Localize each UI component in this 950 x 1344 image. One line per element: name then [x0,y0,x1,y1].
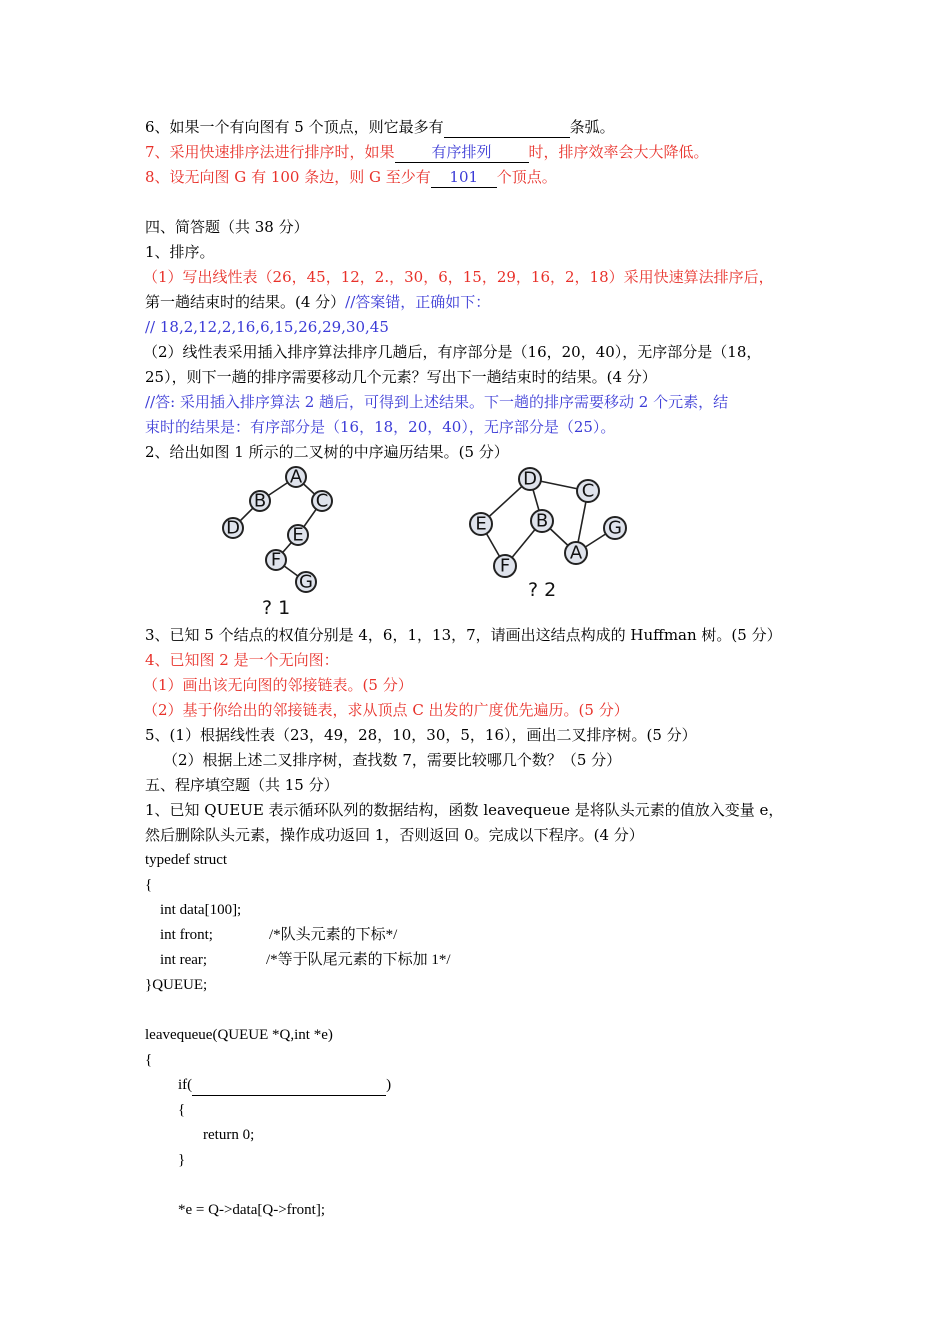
question-7-tail: 时，排序效率会大大降低。 [528,143,709,161]
tree-node-d [223,518,243,539]
tree-node-a [286,467,306,488]
graph-node-b [531,510,553,532]
code-line: leavequeue(QUEUE *Q,int *e) [145,1027,333,1043]
question-7-text: 7、采用快速排序法进行排序时，如果 [145,143,395,161]
code-line: { [145,1052,153,1068]
s4-q5-part1: 5、(1）根据线性表（23，49，28，10，30，5，16），画出二叉排序树。(5 分） [145,726,697,744]
s4-q1-part2-answer-cont: 束时的结果是：有序部分是（16，18，20，40），无序部分是（25）。 [145,418,616,436]
graph-node-e [470,513,492,535]
s4-q3: 3、已知 5 个结点的权值分别是 4，6，1，13，7，请画出这结点构成的 Huffman 树。(5 分） [145,626,782,644]
question-6-text: 6、如果一个有向图有 5 个顶点，则它最多有 [145,118,444,136]
code-line: } [178,1152,186,1168]
code-if-open: if( [178,1077,193,1093]
s4-q1-part1-cont [145,292,490,312]
svg-text:E: E [475,513,487,535]
question-6-tail: 条弧。 [569,118,615,136]
s4-q4-part2: （2）基于你给出的邻接链表，求从顶点 C 出发的广度优先遍历。(5 分） [143,701,629,719]
code-line: int rear; [160,952,208,968]
section-5-heading: 五、程序填空题（共 15 分） [145,776,339,794]
svg-text:A: A [289,466,303,488]
svg-text:G: G [608,517,622,539]
svg-text:F: F [499,555,511,577]
answer-blank [444,117,570,138]
tree-node-g [296,572,316,593]
code-line-if [178,1075,391,1096]
question-6 [145,117,615,138]
figure-1-caption: ? 1 [262,597,291,619]
svg-text:G: G [299,571,313,593]
s4-q1-part1-tail: 第一趟结束时的结果。(4 分） [145,293,346,311]
graph-node-g [604,517,626,539]
svg-text:D: D [523,468,537,490]
svg-text:D: D [226,517,240,539]
tree-node-f [266,550,286,571]
svg-text:A: A [569,542,583,564]
s4-q2: 2、给出如图 1 所示的二叉树的中序遍历结果。(5 分） [145,443,509,461]
tree-node-c [312,491,332,512]
graph-node-c [577,480,599,502]
svg-text:C: C [315,490,329,512]
s4-q5-part2: （2）根据上述二叉排序树，查找数 7，需要比较哪几个数？（5 分） [163,751,622,769]
code-line: *e = Q->data[Q->front]; [178,1202,325,1218]
code-line: { [178,1102,186,1118]
code-line: }QUEUE; [145,977,208,993]
code-line: return 0; [203,1127,255,1143]
code-line: typedef struct [145,852,228,868]
s5-q1-line1: 1、已知 QUEUE 表示循环队列的数据结构，函数 leavequeue 是将队头元素的值放入变量 e， [145,801,784,819]
s4-q1-part1: （1）写出线性表（26，45，12，2.，30，6，15，29，16，2，18）采用快速算法排序后， [143,268,774,286]
tree-node-b [250,491,270,512]
tree-node-e [288,525,308,546]
code-line: int front; [160,927,213,943]
svg-text:B: B [253,490,267,512]
question-7 [145,142,709,163]
question-8-tail: 个顶点。 [496,168,557,186]
s4-q1-title: 1、排序。 [145,243,215,261]
s4-q1-part2: （2）线性表采用插入排序算法排序几趟后，有序部分是（16，20，40），无序部分是（18， [143,343,762,361]
figure-2-caption: ? 2 [528,579,557,601]
code-comment: /*等于队尾元素的下标加 1*/ [266,952,451,968]
s4-q1-part2-answer: //答: 采用插入排序算法 2 趟后，可得到上述结果。下一趟的排序需要移动 2 个元素，结 [145,393,729,411]
s4-q4-title: 4、已知图 2 是一个无向图： [145,651,339,669]
code-line: int data[100]; [160,902,242,918]
s5-q1-line2: 然后删除队头元素，操作成功返回 1，否则返回 0。完成以下程序。(4 分） [145,826,644,844]
graph-node-d [519,468,541,490]
graph-node-f [494,555,516,577]
graph-node-a [565,542,587,564]
svg-text:E: E [292,524,304,546]
answer-blank [395,142,529,163]
figure-1-binary-tree [210,460,350,620]
svg-text:F: F [270,549,282,571]
s4-q1-part1-answer: // 18,2,12,2,16,6,15,26,29,30,45 [145,318,389,336]
correction-note: //答案错，正确如下： [345,293,491,311]
svg-text:B: B [535,510,549,532]
question-8 [145,167,557,188]
figure-2-graph [460,458,640,606]
question-8-text: 8、设无向图 G 有 100 条边，则 G 至少有 [145,168,431,186]
svg-text:C: C [581,480,595,502]
answer-blank [431,167,497,188]
s4-q4-part1: （1）画出该无向图的邻接链表。(5 分） [143,676,413,694]
answer-blank [192,1075,386,1096]
code-comment: /*队头元素的下标*/ [269,927,398,943]
code-if-close: ) [386,1077,392,1093]
code-line: { [145,877,153,893]
answer-text: 101 [449,168,479,186]
section-4-heading: 四、简答题（共 38 分） [145,218,309,236]
s4-q1-part2-cont: 25），则下一趟的排序需要移动几个元素？写出下一趟结束时的结果。(4 分） [145,368,657,386]
answer-text: 有序排列 [431,143,492,161]
